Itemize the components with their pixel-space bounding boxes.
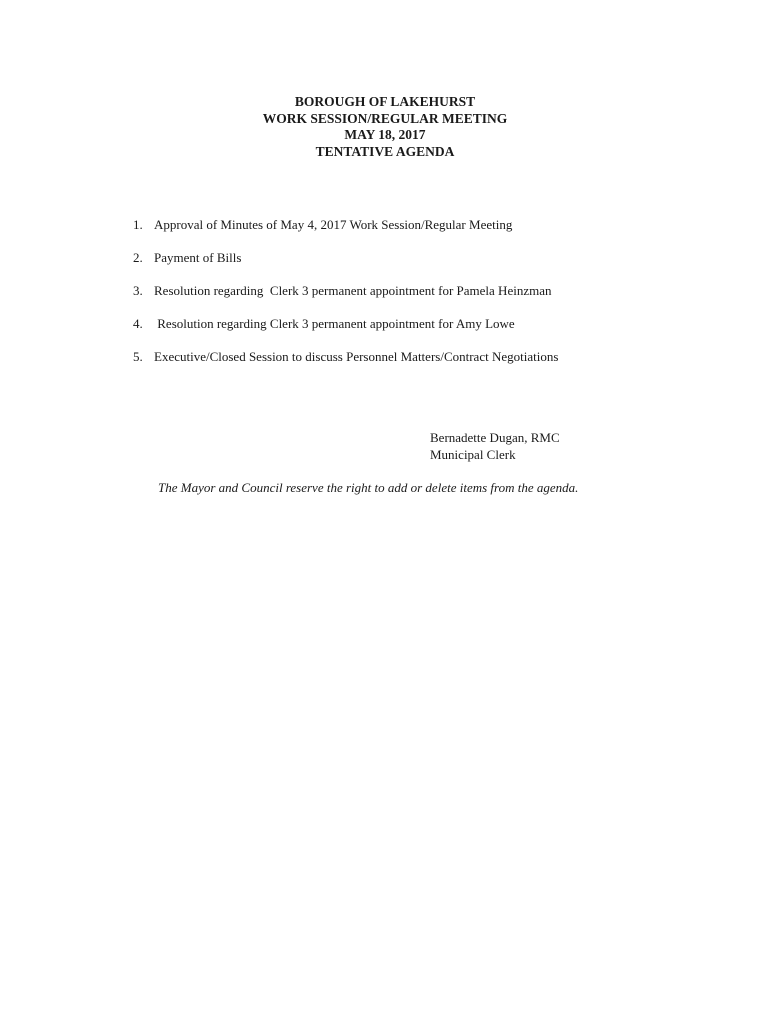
clerk-title: Municipal Clerk bbox=[430, 447, 516, 462]
agenda-item-text: Payment of Bills bbox=[154, 250, 242, 265]
agenda-disclaimer: The Mayor and Council reserve the right to add or delete items from the agenda. bbox=[158, 480, 579, 495]
clerk-name: Bernadette Dugan, RMC bbox=[430, 430, 560, 445]
agenda-item-number: 2. bbox=[133, 250, 143, 265]
agenda-item-5 bbox=[133, 348, 733, 381]
agenda-item-text: Executive/Closed Session to discuss Personnel Matters/Contract Negotiations bbox=[154, 349, 559, 364]
agenda-item-2 bbox=[133, 249, 733, 282]
agenda-item-number: 3. bbox=[133, 283, 143, 298]
agenda-item-text: Resolution regarding Clerk 3 permanent appointment for Amy Lowe bbox=[154, 316, 515, 331]
agenda-list bbox=[133, 216, 733, 381]
agenda-item-number: 4. bbox=[133, 316, 143, 331]
header-borough: BOROUGH OF LAKEHURST bbox=[294, 94, 476, 109]
agenda-item-text: Approval of Minutes of May 4, 2017 Work Session/Regular Meeting bbox=[154, 217, 513, 232]
agenda-item-4 bbox=[133, 315, 733, 348]
agenda-item-number: 5. bbox=[133, 349, 143, 364]
agenda-item-1 bbox=[133, 216, 733, 249]
agenda-item-number: 1. bbox=[133, 217, 143, 232]
signature-block bbox=[430, 429, 560, 463]
agenda-item-text: Resolution regarding Clerk 3 permanent appointment for Pamela Heinzman bbox=[154, 283, 552, 298]
document-header bbox=[0, 94, 770, 160]
agenda-item-3 bbox=[133, 282, 733, 315]
header-agenda-label: TENTATIVE AGENDA bbox=[315, 143, 455, 159]
header-date: MAY 18, 2017 bbox=[344, 127, 426, 142]
header-meeting-type: WORK SESSION/REGULAR MEETING bbox=[262, 110, 508, 126]
